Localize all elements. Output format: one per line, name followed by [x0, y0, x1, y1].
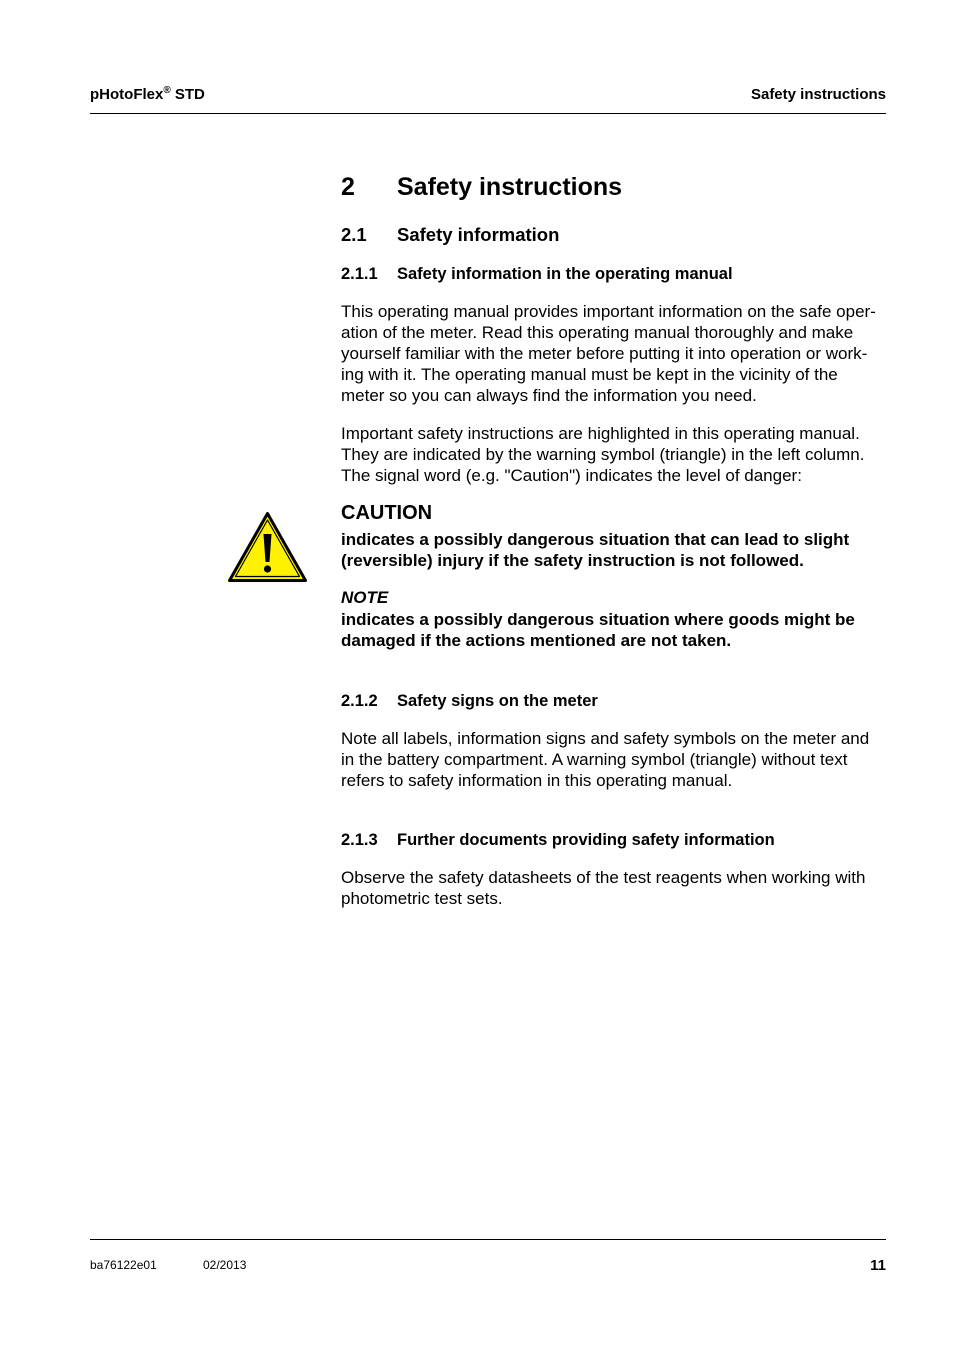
note-description — [341, 609, 889, 651]
text-line: Observe the safety datasheets of the test reagents when working with — [341, 868, 866, 887]
subsection-number: 2.1.2 — [341, 692, 378, 710]
running-header-section: Safety instructions — [750, 86, 886, 103]
section-number: 2.1 — [341, 224, 367, 245]
text-line: ing with it. The operating manual must be kept in the vicinity of the — [341, 365, 838, 384]
text-line: (reversible) injury if the safety instruction is not followed. — [341, 551, 804, 570]
text-line: indicates a possibly dangerous situation that can lead to slight — [341, 530, 850, 549]
subsection-heading-2 — [341, 692, 889, 711]
text-line: They are indicated by the warning symbol (triangle) in the left column. — [341, 445, 865, 464]
product-suffix: STD — [170, 86, 205, 103]
chapter-number: 2 — [341, 173, 355, 201]
header-rule — [90, 113, 886, 114]
registered-mark: ® — [163, 85, 171, 96]
chapter-title: Safety instructions — [397, 173, 623, 201]
running-header-product — [90, 86, 205, 103]
section-heading — [341, 224, 889, 246]
subsection-title: Safety information in the operating manual — [397, 265, 733, 283]
text-line: yourself familiar with the meter before putting it into operation or work- — [341, 344, 868, 363]
footer-rule — [90, 1239, 886, 1240]
text-line: This operating manual provides important information on the safe oper- — [341, 302, 876, 321]
product-name: pHotoFlex — [90, 86, 164, 103]
text-line: photometric test sets. — [341, 889, 503, 908]
caution-description — [341, 529, 889, 571]
paragraph-safety-signs — [341, 728, 889, 791]
text-line: Note all labels, information signs and safety symbols on the meter and — [341, 729, 870, 748]
subsection-number: 2.1.1 — [341, 265, 378, 283]
section-title: Safety information — [397, 224, 560, 245]
document-date: 02/2013 — [203, 1258, 247, 1272]
caution-signal-word: CAUTION — [341, 502, 433, 524]
text-line: in the battery compartment. A warning symbol (triangle) without text — [341, 750, 848, 769]
text-line: meter so you can always find the information you need. — [341, 386, 757, 405]
text-line: refers to safety information in this operating manual. — [341, 771, 733, 790]
chapter-heading — [341, 173, 889, 202]
text-line: Important safety instructions are highlighted in this operating manual. — [341, 424, 860, 443]
subsection-number: 2.1.3 — [341, 831, 378, 849]
page-number: 11 — [870, 1257, 886, 1274]
text-line: The signal word (e.g. "Caution") indicates the level of danger: — [341, 466, 802, 485]
text-line: indicates a possibly dangerous situation where goods might be — [341, 610, 855, 629]
paragraph-further-documents — [341, 867, 889, 909]
subsection-heading-1 — [341, 265, 889, 284]
paragraph-operating-manual — [341, 301, 889, 406]
subsection-heading-3 — [341, 831, 889, 850]
subsection-title: Safety signs on the meter — [397, 692, 598, 710]
subsection-title: Further documents providing safety information — [397, 831, 775, 849]
paragraph-safety-highlights — [341, 423, 889, 486]
text-line: ation of the meter. Read this operating manual thoroughly and make — [341, 323, 854, 342]
document-id: ba76122e01 — [90, 1258, 157, 1272]
text-line: damaged if the actions mentioned are not taken. — [341, 631, 732, 650]
warning-triangle-icon — [228, 512, 307, 582]
note-signal-word: NOTE — [341, 588, 389, 607]
